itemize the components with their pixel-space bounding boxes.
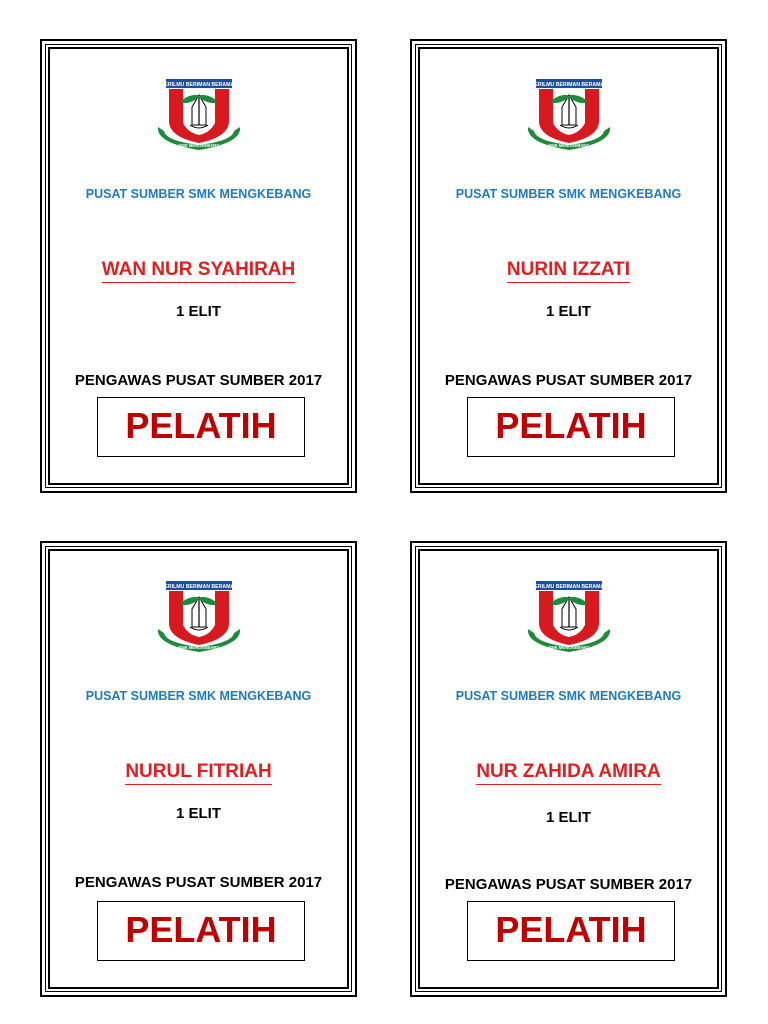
svg-text:BERILMU BERIMAN BERAMAL: BERILMU BERIMAN BERAMAL	[530, 584, 607, 590]
svg-text:SMK MENGKEBANG: SMK MENGKEBANG	[177, 143, 220, 148]
name-card-2	[410, 39, 727, 493]
school-name: PUSAT SUMBER SMK MENGKEBANG	[455, 187, 682, 201]
status-box: PELATIH	[467, 901, 675, 961]
student-name-text: NURIN IZZATI	[507, 259, 630, 283]
name-card-3	[40, 541, 357, 997]
class-label: 1 ELIT	[175, 303, 221, 320]
class-label: 1 ELIT	[545, 809, 591, 826]
name-card-4	[410, 541, 727, 997]
svg-text:SMK MENGKEBANG: SMK MENGKEBANG	[177, 645, 220, 650]
school-name: PUSAT SUMBER SMK MENGKEBANG	[85, 689, 312, 703]
student-name-text: NURUL FITRIAH	[125, 761, 271, 785]
student-name	[412, 259, 725, 283]
role-label: PENGAWAS PUSAT SUMBER 2017	[74, 874, 323, 891]
status-box: PELATIH	[97, 397, 305, 457]
svg-text:BERILMU BERIMAN BERAMAL: BERILMU BERIMAN BERAMAL	[160, 82, 237, 88]
svg-text:SMK MENGKEBANG: SMK MENGKEBANG	[547, 143, 590, 148]
role-label: PENGAWAS PUSAT SUMBER 2017	[444, 372, 693, 389]
school-name: PUSAT SUMBER SMK MENGKEBANG	[85, 187, 312, 201]
school-crest-logo	[150, 579, 248, 659]
status-box: PELATIH	[467, 397, 675, 457]
student-name-text: WAN NUR SYAHIRAH	[102, 259, 296, 283]
class-label: 1 ELIT	[175, 805, 221, 822]
svg-text:BERILMU BERIMAN BERAMAL: BERILMU BERIMAN BERAMAL	[530, 82, 607, 88]
svg-text:BERILMU BERIMAN BERAMAL: BERILMU BERIMAN BERAMAL	[160, 584, 237, 590]
name-card-1	[40, 39, 357, 493]
school-crest-logo	[520, 579, 618, 659]
role-label: PENGAWAS PUSAT SUMBER 2017	[74, 372, 323, 389]
student-name	[42, 259, 355, 283]
class-label: 1 ELIT	[545, 303, 591, 320]
svg-text:SMK MENGKEBANG: SMK MENGKEBANG	[547, 645, 590, 650]
student-name-text: NUR ZAHIDA AMIRA	[476, 761, 660, 785]
school-name: PUSAT SUMBER SMK MENGKEBANG	[455, 689, 682, 703]
student-name	[42, 761, 355, 785]
school-crest-logo	[520, 77, 618, 157]
student-name	[412, 761, 725, 785]
school-crest-logo	[150, 77, 248, 157]
status-box: PELATIH	[97, 901, 305, 961]
role-label: PENGAWAS PUSAT SUMBER 2017	[444, 876, 693, 893]
